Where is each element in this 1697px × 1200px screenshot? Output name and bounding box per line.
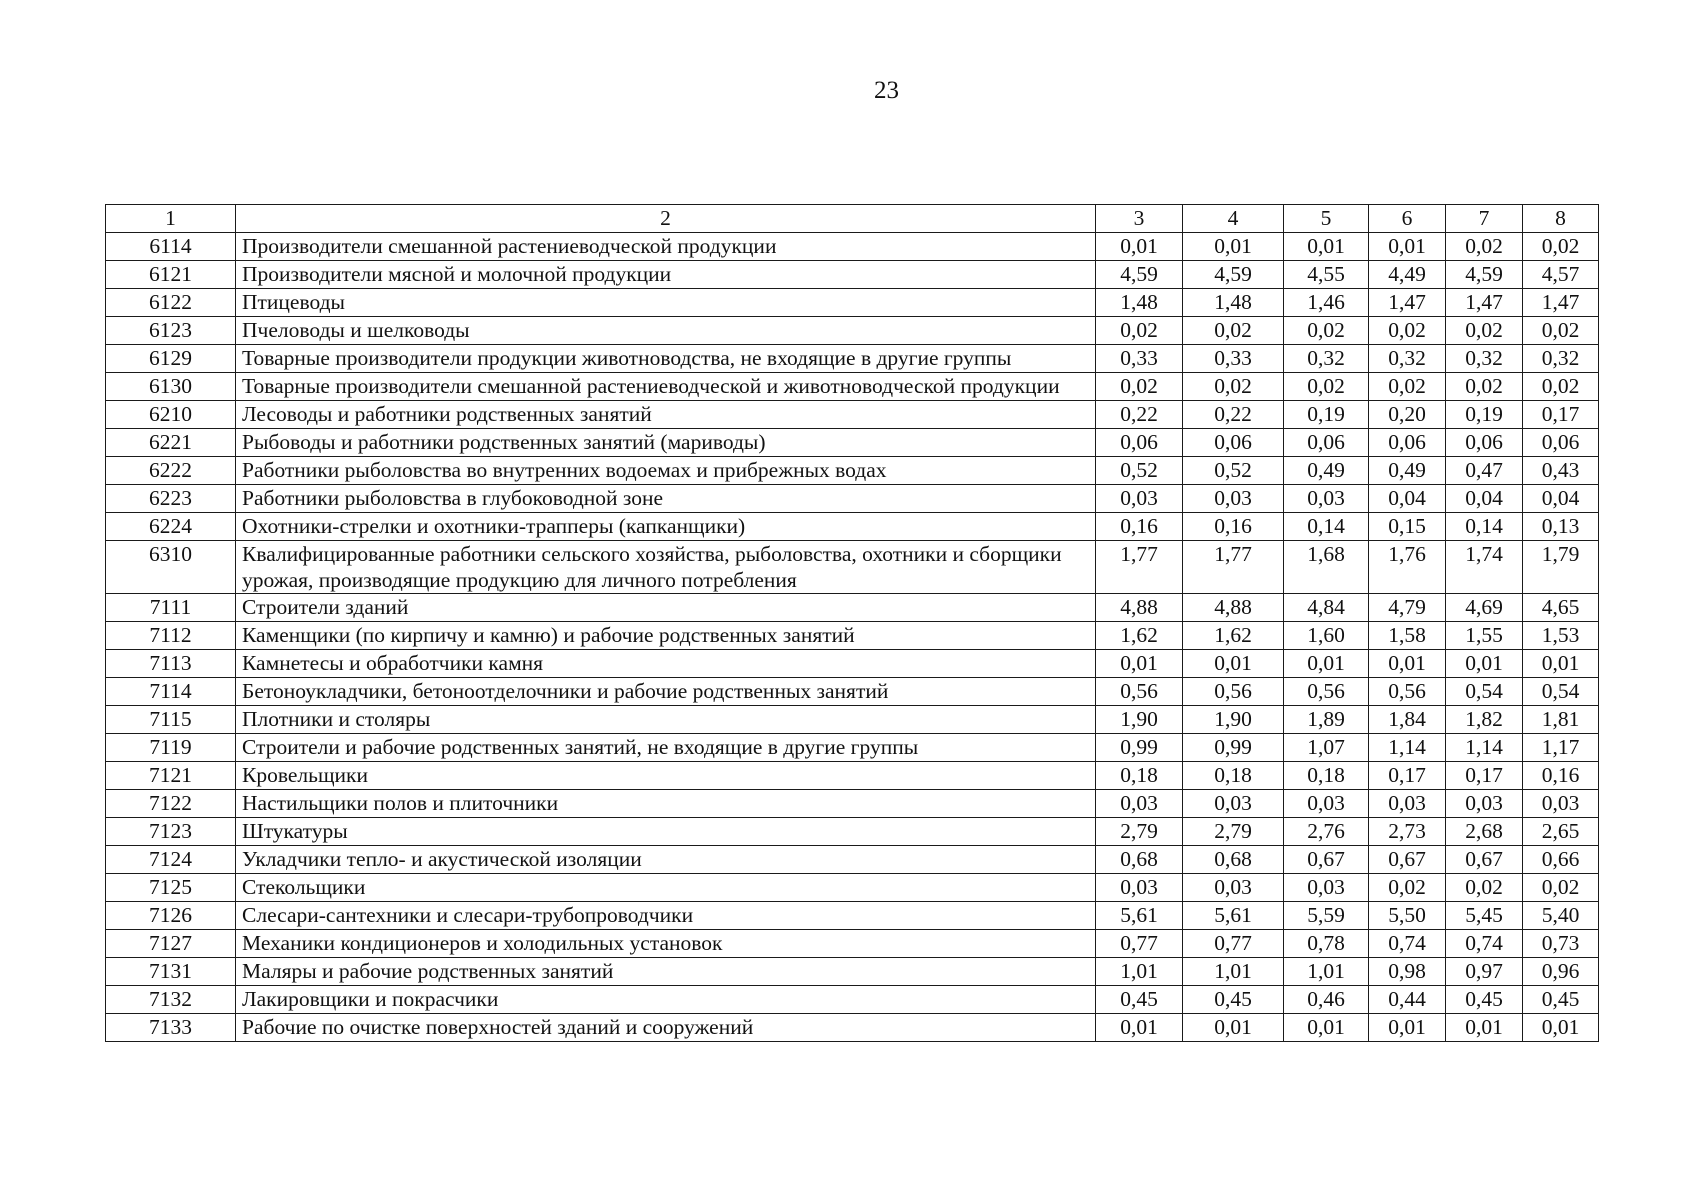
value-cell-col-4: 2,79: [1183, 818, 1284, 846]
occupation-code-cell: 7131: [106, 958, 236, 986]
occupation-code-cell: 6210: [106, 401, 236, 429]
value-cell-col-5: 1,46: [1284, 289, 1369, 317]
value-cell-col-5: 0,03: [1284, 790, 1369, 818]
value-cell-col-4: 0,52: [1183, 457, 1284, 485]
value-cell-col-4: 1,48: [1183, 289, 1284, 317]
value-cell-col-4: 0,03: [1183, 485, 1284, 513]
occupation-name-cell: Каменщики (по кирпичу и камню) и рабочие родственных занятий: [236, 622, 1096, 650]
value-cell-col-4: 0,01: [1183, 650, 1284, 678]
table-row: [106, 261, 1599, 289]
table-body: [106, 205, 1599, 1042]
value-cell-col-7: 0,02: [1446, 317, 1523, 345]
value-cell-col-3: 0,33: [1096, 345, 1183, 373]
occupation-code-cell: 6130: [106, 373, 236, 401]
value-cell-col-7: 0,67: [1446, 846, 1523, 874]
value-cell-col-5: 0,49: [1284, 457, 1369, 485]
occupation-name-cell: Строители и рабочие родственных занятий, не входящие в другие группы: [236, 734, 1096, 762]
value-cell-col-6: 0,01: [1369, 233, 1446, 261]
value-cell-col-6: 0,01: [1369, 650, 1446, 678]
occupation-name-cell: Квалифицированные работники сельского хозяйства, рыболовства, охотники и сборщики урожая, производящие продукцию для личного потребления: [236, 541, 1096, 594]
value-cell-col-4: 0,77: [1183, 930, 1284, 958]
value-cell-col-5: 0,19: [1284, 401, 1369, 429]
occupation-name-cell: Производители смешанной растениеводческой продукции: [236, 233, 1096, 261]
value-cell-col-3: 0,01: [1096, 650, 1183, 678]
value-cell-col-7: 0,74: [1446, 930, 1523, 958]
value-cell-col-4: 0,06: [1183, 429, 1284, 457]
table-row: [106, 902, 1599, 930]
value-cell-col-8: 0,16: [1523, 762, 1599, 790]
value-cell-col-3: 0,68: [1096, 846, 1183, 874]
value-cell-col-7: 1,55: [1446, 622, 1523, 650]
value-cell-col-7: 4,59: [1446, 261, 1523, 289]
occupation-code-cell: 7127: [106, 930, 236, 958]
occupation-code-cell: 7114: [106, 678, 236, 706]
value-cell-col-3: 0,52: [1096, 457, 1183, 485]
table-row: [106, 734, 1599, 762]
value-cell-col-7: 0,47: [1446, 457, 1523, 485]
occupation-code-cell: 6114: [106, 233, 236, 261]
value-cell-col-4: 1,62: [1183, 622, 1284, 650]
table-row: [106, 678, 1599, 706]
table-row: [106, 373, 1599, 401]
value-cell-col-4: 0,68: [1183, 846, 1284, 874]
table-row: [106, 762, 1599, 790]
value-cell-col-6: 0,02: [1369, 373, 1446, 401]
occupation-name-cell: Работники рыболовства в глубоководной зоне: [236, 485, 1096, 513]
value-cell-col-4: 0,01: [1183, 233, 1284, 261]
value-cell-col-8: 4,65: [1523, 594, 1599, 622]
occupation-code-cell: 7132: [106, 986, 236, 1014]
value-cell-col-7: 0,02: [1446, 373, 1523, 401]
header-cell: 6: [1369, 205, 1446, 233]
value-cell-col-7: 0,03: [1446, 790, 1523, 818]
table-row: [106, 401, 1599, 429]
value-cell-col-5: 5,59: [1284, 902, 1369, 930]
value-cell-col-6: 0,98: [1369, 958, 1446, 986]
occupation-name-cell: Производители мясной и молочной продукции: [236, 261, 1096, 289]
value-cell-col-5: 0,03: [1284, 485, 1369, 513]
value-cell-col-5: 1,89: [1284, 706, 1369, 734]
header-cell: 4: [1183, 205, 1284, 233]
value-cell-col-7: 0,14: [1446, 513, 1523, 541]
value-cell-col-6: 0,49: [1369, 457, 1446, 485]
occupation-name-cell: Укладчики тепло- и акустической изоляции: [236, 846, 1096, 874]
value-cell-col-5: 1,01: [1284, 958, 1369, 986]
value-cell-col-4: 0,02: [1183, 317, 1284, 345]
value-cell-col-8: 0,02: [1523, 874, 1599, 902]
occupation-code-cell: 7111: [106, 594, 236, 622]
occupation-name-cell: Товарные производители смешанной растениеводческой и животноводческой продукции: [236, 373, 1096, 401]
value-cell-col-4: 4,88: [1183, 594, 1284, 622]
value-cell-col-6: 0,56: [1369, 678, 1446, 706]
value-cell-col-3: 4,88: [1096, 594, 1183, 622]
value-cell-col-4: 0,03: [1183, 874, 1284, 902]
value-cell-col-7: 5,45: [1446, 902, 1523, 930]
value-cell-col-8: 0,02: [1523, 233, 1599, 261]
value-cell-col-4: 0,22: [1183, 401, 1284, 429]
value-cell-col-5: 0,32: [1284, 345, 1369, 373]
value-cell-col-8: 0,17: [1523, 401, 1599, 429]
table-row: [106, 706, 1599, 734]
occupation-name-cell: Охотники-стрелки и охотники-трапперы (капканщики): [236, 513, 1096, 541]
value-cell-col-7: 4,69: [1446, 594, 1523, 622]
value-cell-col-8: 0,04: [1523, 485, 1599, 513]
value-cell-col-8: 0,66: [1523, 846, 1599, 874]
value-cell-col-7: 0,02: [1446, 233, 1523, 261]
table-row: [106, 930, 1599, 958]
value-cell-col-6: 0,32: [1369, 345, 1446, 373]
value-cell-col-5: 4,84: [1284, 594, 1369, 622]
occupation-code-cell: 7113: [106, 650, 236, 678]
value-cell-col-3: 0,02: [1096, 373, 1183, 401]
value-cell-col-3: 4,59: [1096, 261, 1183, 289]
value-cell-col-6: 0,67: [1369, 846, 1446, 874]
occupation-code-cell: 6122: [106, 289, 236, 317]
value-cell-col-3: 2,79: [1096, 818, 1183, 846]
value-cell-col-5: 0,46: [1284, 986, 1369, 1014]
value-cell-col-8: 0,96: [1523, 958, 1599, 986]
value-cell-col-5: 0,02: [1284, 373, 1369, 401]
value-cell-col-6: 0,06: [1369, 429, 1446, 457]
value-cell-col-4: 0,02: [1183, 373, 1284, 401]
occupation-name-cell: Бетоноукладчики, бетоноотделочники и рабочие родственных занятий: [236, 678, 1096, 706]
table-row: [106, 650, 1599, 678]
value-cell-col-4: 0,16: [1183, 513, 1284, 541]
header-cell: 5: [1284, 205, 1369, 233]
value-cell-col-5: 0,18: [1284, 762, 1369, 790]
occupation-code-cell: 6129: [106, 345, 236, 373]
value-cell-col-8: 1,47: [1523, 289, 1599, 317]
occupation-name-cell: Настильщики полов и плиточники: [236, 790, 1096, 818]
table-row: [106, 874, 1599, 902]
value-cell-col-5: 0,01: [1284, 1014, 1369, 1042]
value-cell-col-4: 1,77: [1183, 541, 1284, 594]
value-cell-col-5: 0,01: [1284, 233, 1369, 261]
table-row: [106, 289, 1599, 317]
value-cell-col-7: 1,82: [1446, 706, 1523, 734]
value-cell-col-4: 0,45: [1183, 986, 1284, 1014]
value-cell-col-6: 0,04: [1369, 485, 1446, 513]
occupation-name-cell: Плотники и столяры: [236, 706, 1096, 734]
value-cell-col-7: 1,47: [1446, 289, 1523, 317]
value-cell-col-5: 1,60: [1284, 622, 1369, 650]
occupation-statistics-table: [105, 204, 1599, 1042]
table-row: [106, 485, 1599, 513]
value-cell-col-8: 0,03: [1523, 790, 1599, 818]
value-cell-col-5: 0,78: [1284, 930, 1369, 958]
occupation-name-cell: Кровельщики: [236, 762, 1096, 790]
value-cell-col-6: 2,73: [1369, 818, 1446, 846]
table-row: [106, 846, 1599, 874]
value-cell-col-3: 0,45: [1096, 986, 1183, 1014]
value-cell-col-5: 4,55: [1284, 261, 1369, 289]
value-cell-col-6: 0,74: [1369, 930, 1446, 958]
value-cell-col-6: 0,03: [1369, 790, 1446, 818]
value-cell-col-3: 0,02: [1096, 317, 1183, 345]
value-cell-col-6: 4,79: [1369, 594, 1446, 622]
value-cell-col-6: 1,47: [1369, 289, 1446, 317]
value-cell-col-6: 0,02: [1369, 317, 1446, 345]
value-cell-col-4: 0,56: [1183, 678, 1284, 706]
value-cell-col-3: 1,77: [1096, 541, 1183, 594]
occupation-code-cell: 6121: [106, 261, 236, 289]
value-cell-col-7: 0,06: [1446, 429, 1523, 457]
value-cell-col-6: 0,01: [1369, 1014, 1446, 1042]
value-cell-col-4: 0,33: [1183, 345, 1284, 373]
value-cell-col-8: 0,43: [1523, 457, 1599, 485]
header-cell: 8: [1523, 205, 1599, 233]
occupation-name-cell: Лакировщики и покрасчики: [236, 986, 1096, 1014]
value-cell-col-6: 1,84: [1369, 706, 1446, 734]
value-cell-col-7: 0,01: [1446, 1014, 1523, 1042]
occupation-code-cell: 7121: [106, 762, 236, 790]
table-row: [106, 317, 1599, 345]
value-cell-col-7: 0,97: [1446, 958, 1523, 986]
value-cell-col-6: 0,20: [1369, 401, 1446, 429]
value-cell-col-8: 0,02: [1523, 317, 1599, 345]
value-cell-col-5: 0,03: [1284, 874, 1369, 902]
occupation-code-cell: 7133: [106, 1014, 236, 1042]
value-cell-col-4: 1,01: [1183, 958, 1284, 986]
table-row: [106, 818, 1599, 846]
value-cell-col-7: 0,04: [1446, 485, 1523, 513]
value-cell-col-6: 1,58: [1369, 622, 1446, 650]
value-cell-col-7: 0,32: [1446, 345, 1523, 373]
value-cell-col-6: 0,44: [1369, 986, 1446, 1014]
value-cell-col-3: 0,16: [1096, 513, 1183, 541]
occupation-name-cell: Механики кондиционеров и холодильных установок: [236, 930, 1096, 958]
value-cell-col-8: 1,17: [1523, 734, 1599, 762]
value-cell-col-6: 1,76: [1369, 541, 1446, 594]
value-cell-col-3: 1,62: [1096, 622, 1183, 650]
value-cell-col-4: 0,18: [1183, 762, 1284, 790]
occupation-code-cell: 6123: [106, 317, 236, 345]
value-cell-col-5: 0,14: [1284, 513, 1369, 541]
occupation-code-cell: 6221: [106, 429, 236, 457]
value-cell-col-8: 0,54: [1523, 678, 1599, 706]
value-cell-col-5: 1,07: [1284, 734, 1369, 762]
table-row: [106, 233, 1599, 261]
occupation-name-cell: Строители зданий: [236, 594, 1096, 622]
table-row: [106, 429, 1599, 457]
value-cell-col-8: 5,40: [1523, 902, 1599, 930]
header-cell: 2: [236, 205, 1096, 233]
table-row: [106, 457, 1599, 485]
value-cell-col-8: 0,02: [1523, 373, 1599, 401]
value-cell-col-7: 0,02: [1446, 874, 1523, 902]
value-cell-col-8: 0,45: [1523, 986, 1599, 1014]
value-cell-col-7: 0,01: [1446, 650, 1523, 678]
value-cell-col-6: 0,17: [1369, 762, 1446, 790]
value-cell-col-7: 1,14: [1446, 734, 1523, 762]
value-cell-col-6: 5,50: [1369, 902, 1446, 930]
occupation-code-cell: 6223: [106, 485, 236, 513]
value-cell-col-8: 0,73: [1523, 930, 1599, 958]
occupation-code-cell: 7119: [106, 734, 236, 762]
header-cell: 1: [106, 205, 236, 233]
occupation-name-cell: Стекольщики: [236, 874, 1096, 902]
value-cell-col-8: 0,13: [1523, 513, 1599, 541]
value-cell-col-4: 4,59: [1183, 261, 1284, 289]
occupation-name-cell: Товарные производители продукции животноводства, не входящие в другие группы: [236, 345, 1096, 373]
occupation-code-cell: 7124: [106, 846, 236, 874]
table-row: [106, 541, 1599, 594]
value-cell-col-7: 2,68: [1446, 818, 1523, 846]
occupation-code-cell: 7125: [106, 874, 236, 902]
value-cell-col-3: 1,48: [1096, 289, 1183, 317]
value-cell-col-4: 0,99: [1183, 734, 1284, 762]
value-cell-col-3: 0,77: [1096, 930, 1183, 958]
value-cell-col-6: 0,02: [1369, 874, 1446, 902]
table-row: [106, 594, 1599, 622]
occupation-code-cell: 6310: [106, 541, 236, 594]
table-row: [106, 345, 1599, 373]
value-cell-col-5: 2,76: [1284, 818, 1369, 846]
value-cell-col-6: 1,14: [1369, 734, 1446, 762]
occupation-name-cell: Лесоводы и работники родственных занятий: [236, 401, 1096, 429]
value-cell-col-3: 0,03: [1096, 790, 1183, 818]
column-number-header-row: [106, 205, 1599, 233]
occupation-name-cell: Пчеловоды и шелководы: [236, 317, 1096, 345]
occupation-name-cell: Рыбоводы и работники родственных занятий (мариводы): [236, 429, 1096, 457]
value-cell-col-7: 0,54: [1446, 678, 1523, 706]
value-cell-col-7: 1,74: [1446, 541, 1523, 594]
occupation-name-cell: Птицеводы: [236, 289, 1096, 317]
occupation-code-cell: 7122: [106, 790, 236, 818]
table-row: [106, 986, 1599, 1014]
table-row: [106, 513, 1599, 541]
value-cell-col-8: 1,81: [1523, 706, 1599, 734]
occupation-name-cell: Слесари-сантехники и слесари-трубопроводчики: [236, 902, 1096, 930]
value-cell-col-3: 0,01: [1096, 1014, 1183, 1042]
header-cell: 7: [1446, 205, 1523, 233]
value-cell-col-8: 4,57: [1523, 261, 1599, 289]
value-cell-col-5: 0,06: [1284, 429, 1369, 457]
value-cell-col-3: 0,22: [1096, 401, 1183, 429]
value-cell-col-3: 0,06: [1096, 429, 1183, 457]
page-number: 23: [874, 77, 899, 104]
value-cell-col-3: 5,61: [1096, 902, 1183, 930]
value-cell-col-5: 1,68: [1284, 541, 1369, 594]
value-cell-col-5: 0,01: [1284, 650, 1369, 678]
value-cell-col-4: 0,01: [1183, 1014, 1284, 1042]
value-cell-col-6: 4,49: [1369, 261, 1446, 289]
table-row: [106, 1014, 1599, 1042]
value-cell-col-5: 0,56: [1284, 678, 1369, 706]
value-cell-col-3: 0,03: [1096, 874, 1183, 902]
table-row: [106, 622, 1599, 650]
value-cell-col-3: 1,90: [1096, 706, 1183, 734]
value-cell-col-5: 0,02: [1284, 317, 1369, 345]
value-cell-col-4: 5,61: [1183, 902, 1284, 930]
occupation-code-cell: 7115: [106, 706, 236, 734]
value-cell-col-3: 0,03: [1096, 485, 1183, 513]
value-cell-col-5: 0,67: [1284, 846, 1369, 874]
value-cell-col-8: 1,53: [1523, 622, 1599, 650]
value-cell-col-8: 0,01: [1523, 1014, 1599, 1042]
occupation-name-cell: Рабочие по очистке поверхностей зданий и сооружений: [236, 1014, 1096, 1042]
header-cell: 3: [1096, 205, 1183, 233]
value-cell-col-3: 0,01: [1096, 233, 1183, 261]
occupation-name-cell: Работники рыболовства во внутренних водоемах и прибрежных водах: [236, 457, 1096, 485]
value-cell-col-3: 1,01: [1096, 958, 1183, 986]
occupation-code-cell: 6222: [106, 457, 236, 485]
value-cell-col-7: 0,19: [1446, 401, 1523, 429]
value-cell-col-6: 0,15: [1369, 513, 1446, 541]
occupation-name-cell: Камнетесы и обработчики камня: [236, 650, 1096, 678]
occupation-code-cell: 7126: [106, 902, 236, 930]
occupation-name-cell: Маляры и рабочие родственных занятий: [236, 958, 1096, 986]
table-row: [106, 958, 1599, 986]
table-row: [106, 790, 1599, 818]
value-cell-col-3: 0,18: [1096, 762, 1183, 790]
value-cell-col-7: 0,17: [1446, 762, 1523, 790]
value-cell-col-8: 0,32: [1523, 345, 1599, 373]
value-cell-col-8: 0,01: [1523, 650, 1599, 678]
value-cell-col-4: 1,90: [1183, 706, 1284, 734]
value-cell-col-4: 0,03: [1183, 790, 1284, 818]
occupation-code-cell: 6224: [106, 513, 236, 541]
occupation-name-cell: Штукатуры: [236, 818, 1096, 846]
value-cell-col-7: 0,45: [1446, 986, 1523, 1014]
value-cell-col-3: 0,56: [1096, 678, 1183, 706]
value-cell-col-8: 0,06: [1523, 429, 1599, 457]
occupation-code-cell: 7112: [106, 622, 236, 650]
value-cell-col-3: 0,99: [1096, 734, 1183, 762]
occupation-code-cell: 7123: [106, 818, 236, 846]
value-cell-col-8: 2,65: [1523, 818, 1599, 846]
value-cell-col-8: 1,79: [1523, 541, 1599, 594]
